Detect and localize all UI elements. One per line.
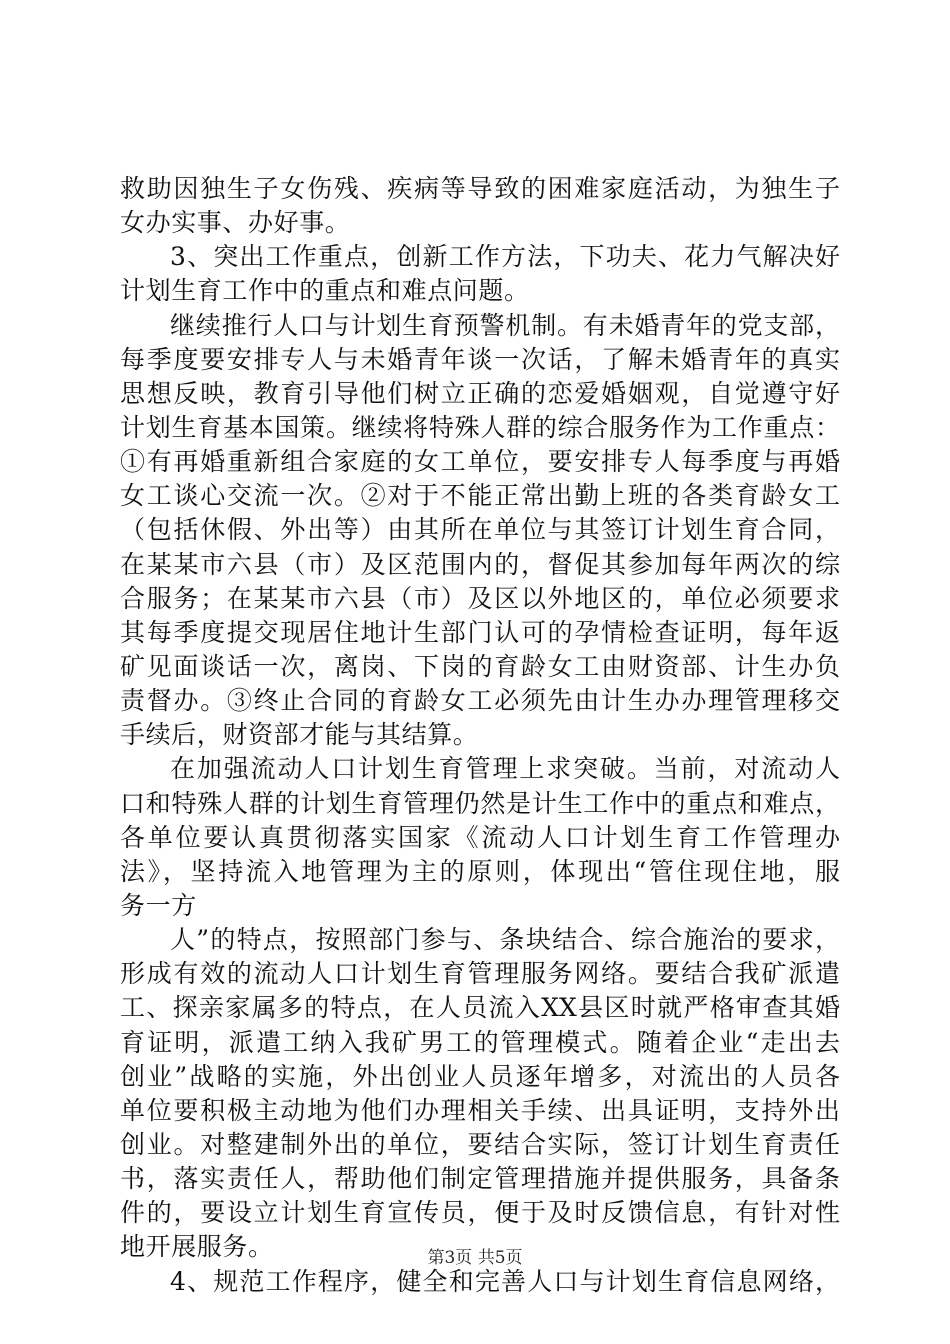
text-line: 口和特殊人群的计划生育管理仍然是计生工作中的重点和难点， — [120, 788, 840, 818]
text-line: 在某某市六县（市）及区范围内的，督促其参加每年两次的综 — [120, 549, 840, 579]
text-line: 矿见面谈话一次，离岗、下岗的育龄女工由财资部、计生办负 — [120, 651, 840, 681]
text-line: 3、突出工作重点，创新工作方法，下功夫、花力气解决好 — [170, 242, 840, 272]
text-line: 继续推行人口与计划生育预警机制。有未婚青年的党支部， — [170, 310, 840, 340]
text-line: 责督办。③终止合同的育龄女工必须先由计生办办理管理移交 — [120, 686, 840, 716]
page-number-label: 第3页 共5页 — [427, 1248, 523, 1268]
page-footer — [0, 1243, 950, 1268]
document-body — [120, 172, 840, 1299]
text-line: 法》，坚持流入地管理为主的原则，体现出“管住现住地，服 — [120, 856, 840, 886]
text-line: ①有再婚重新组合家庭的女工单位，要安排专人每季度与再婚 — [120, 447, 840, 477]
text-line: 创业。对整建制外出的单位，要结合实际，签订计划生育责任 — [120, 1129, 840, 1159]
text-line: 在加强流动人口计划生育管理上求突破。当前，对流动人 — [170, 754, 840, 784]
text-line: 手续后，财资部才能与其结算。 — [120, 720, 479, 750]
text-line: 女办实事、办好事。 — [120, 208, 351, 238]
text-line: 合服务；在某某市六县（市）及区以外地区的，单位必须要求 — [120, 583, 840, 613]
text-line: 各单位要认真贯彻落实国家《流动人口计划生育工作管理办 — [120, 822, 840, 852]
text-line: 计划生育工作中的重点和难点问题。 — [120, 276, 530, 306]
text-line: 4、规范工作程序，健全和完善人口与计划生育信息网络， — [170, 1266, 840, 1296]
text-line: （包括休假、外出等）由其所在单位与其签订计划生育合同， — [120, 515, 840, 545]
text-line: 工、探亲家属多的特点，在人员流入XX县区时就严格审查其婚 — [120, 993, 840, 1023]
text-line: 件的，要设立计划生育宣传员，便于及时反馈信息，有针对性 — [120, 1198, 840, 1228]
text-line: 思想反映，教育引导他们树立正确的恋爱婚姻观，自觉遵守好 — [120, 378, 840, 408]
text-line: 计划生育基本国策。继续将特殊人群的综合服务作为工作重点： — [120, 412, 840, 442]
text-line: 形成有效的流动人口计划生育管理服务网络。要结合我矿派遣 — [120, 959, 840, 989]
text-line: 地开展服务。 — [120, 1232, 274, 1262]
text-line: 人”的特点，按照部门参与、条块结合、综合施治的要求， — [170, 925, 840, 955]
text-line: 每季度要安排专人与未婚青年谈一次话，了解未婚青年的真实 — [120, 344, 840, 374]
text-line: 女工谈心交流一次。②对于不能正常出勤上班的各类育龄女工 — [120, 481, 840, 511]
text-line: 书，落实责任人，帮助他们制定管理措施并提供服务，具备条 — [120, 1164, 840, 1194]
text-line: 创业”战略的实施，外出创业人员逐年增多，对流出的人员各 — [120, 1061, 840, 1091]
text-line: 救助因独生子女伤残、疾病等导致的困难家庭活动，为独生子 — [120, 174, 840, 203]
text-line: 其每季度提交现居住地计生部门认可的孕情检查证明，每年返 — [120, 617, 840, 647]
text-line: 单位要积极主动地为他们办理相关手续、出具证明，支持外出 — [120, 1095, 840, 1125]
text-line: 务一方 — [120, 890, 197, 920]
text-line: 育证明，派遣工纳入我矿男工的管理模式。随着企业“走出去 — [120, 1027, 840, 1057]
